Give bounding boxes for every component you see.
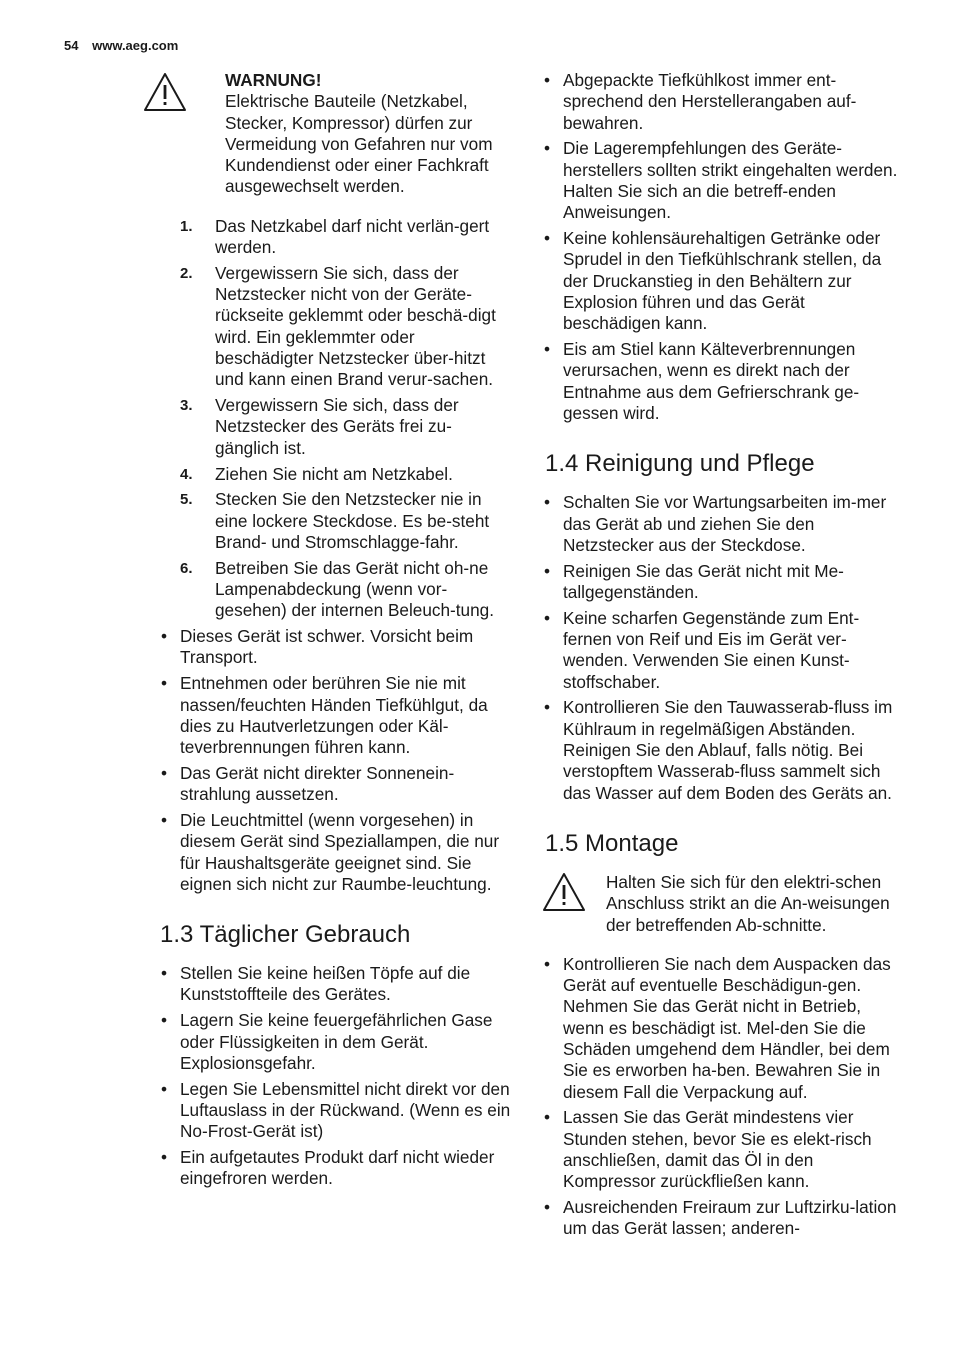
list-item: • Das Gerät nicht direkter Sonnenein-strahlung aussetzen.	[180, 763, 515, 806]
list-item: 3. Vergewissern Sie sich, dass der Netzstecker des Geräts frei zu-gänglich ist.	[180, 395, 459, 458]
section-heading: 1.5 Montage	[545, 829, 679, 857]
bullet-list	[540, 492, 900, 804]
warning-text: Elektrische Bauteile (Netzkabel, Stecker, Kompressor) dürfen zur Vermeidung von Gefahren nur vom Kundendienst oder einer Fachkraft ausgewechselt werden.	[225, 91, 493, 197]
bullet-list	[540, 954, 900, 1240]
list-item: • Dieses Gerät ist schwer. Vorsicht beim Transport.	[180, 626, 515, 669]
bullet-list	[155, 963, 515, 1189]
list-item: • Kontrollieren Sie nach dem Auspacken das Gerät auf eventuelle Beschädigun-gen. Nehmen Sie das Gerät nicht in Betrieb, wenn es beschädigt ist. Mel-den Sie die Schäden umgehend dem Händler, bei dem Sie es erworben ha-ben. Bewahren Sie in diesem Fall die Verpackung auf.	[563, 954, 900, 1103]
list-item: • Legen Sie Lebensmittel nicht direkt vor den Luftauslass in der Rückwand. (Wenn es ein No-Frost-Gerät ist)	[180, 1079, 515, 1143]
list-item: 5. Stecken Sie den Netzstecker nie in eine lockere Steckdose. Es be-steht Brand- und Stromschlagge-fahr.	[180, 489, 490, 552]
list-item: • Die Leuchtmittel (wenn vorgesehen) in diesem Gerät sind Speziallampen, die nur für Haushaltsgeräte geeignet sind. Sie eignen sich nicht zur Raumbe-leuchtung.	[180, 810, 515, 895]
warning-triangle-icon	[143, 72, 187, 112]
bullet-list	[155, 626, 515, 895]
warning-title: WARNUNG!	[225, 70, 322, 90]
list-item: • Lassen Sie das Gerät mindestens vier Stunden stehen, bevor Sie es elekt-risch anschließen, damit das Öl in den Kompressor zurückfließen kann.	[563, 1107, 900, 1192]
page-number: 54	[64, 38, 79, 53]
warning-text: Halten Sie sich für den elektri-schen Anschluss strikt an die An-weisungen der betreffenden Ab-schnitte.	[606, 871, 890, 935]
list-item: 2. Vergewissern Sie sich, dass der Netzstecker nicht von der Geräte-rückseite geklemmt oder beschä-digt wird. Ein geklemmter oder beschädigter Netzstecker über-hitzt und kann einen Brand verur-sachen.	[180, 262, 496, 390]
list-item: 1. Das Netzkabel darf nicht verlän-gert werden.	[180, 215, 490, 258]
right-column	[540, 70, 900, 1244]
list-item: • Schalten Sie vor Wartungsarbeiten im-mer das Gerät ab und ziehen Sie den Netzstecker aus der Steckdose.	[563, 492, 900, 556]
list-item: • Lagern Sie keine feuergefährlichen Gase oder Flüssigkeiten in dem Gerät. Explosionsgefahr.	[180, 1010, 515, 1074]
section-heading: 1.3 Täglicher Gebrauch	[160, 921, 411, 949]
page-header	[64, 38, 188, 53]
list-item: • Die Lagerempfehlungen des Geräte-herstellers sollten strikt eingehalten werden. Halten Sie sich an die betreff-enden Anweisungen.	[563, 138, 900, 223]
list-item: 4. Ziehen Sie nicht am Netzkabel.	[180, 463, 453, 484]
list-item: • Reinigen Sie das Gerät nicht mit Me-tallgegenständen.	[563, 561, 900, 604]
section-heading: 1.4 Reinigung und Pflege	[545, 450, 815, 478]
warning-triangle-icon	[542, 872, 586, 912]
website-url: www.aeg.com	[92, 38, 179, 53]
list-item: • Abgepackte Tiefkühlkost immer ent-sprechend den Herstellerangaben auf-bewahren.	[563, 70, 900, 134]
list-item: • Kontrollieren Sie den Tauwasserab-fluss im Kühlraum in regelmäßigen Abständen. Reinigen Sie den Ablauf, falls nötig. Bei verstopftem Wasserab-fluss sammelt sich das Wasser auf dem Boden des Geräts an.	[563, 697, 900, 803]
warning-box	[540, 872, 900, 936]
left-column	[155, 70, 515, 1194]
list-item: • Ein aufgetautes Produkt darf nicht wieder eingefroren werden.	[180, 1147, 515, 1190]
warning-box	[155, 70, 515, 198]
list-item: • Keine kohlensäurehaltigen Getränke oder Sprudel in den Tiefkühlschrank stellen, da der Druckanstieg in den Behältern zur Explosion führen und das Gerät beschädigen kann.	[563, 228, 900, 334]
list-item: • Keine scharfen Gegenstände zum Ent-fernen von Reif und Eis im Gerät ver-wenden. Verwenden Sie einen Kunst-stoffschaber.	[563, 608, 900, 693]
list-item: • Stellen Sie keine heißen Töpfe auf die Kunststoffteile des Gerätes.	[180, 963, 515, 1006]
bullet-list	[540, 70, 900, 424]
list-item: • Ausreichenden Freiraum zur Luftzirku-lation um das Gerät lassen; anderen-	[563, 1197, 900, 1240]
list-item: • Entnehmen oder berühren Sie nie mit nassen/feuchten Händen Tiefkühlgut, da dies zu Hautverletzungen oder Käl-teverbrennungen führen kann.	[180, 673, 515, 758]
list-item: • Eis am Stiel kann Kälteverbrennungen verursachen, wenn es direkt nach der Entnahme aus dem Gefrierschrank ge-gessen wird.	[563, 339, 900, 424]
numbered-list	[155, 216, 515, 622]
list-item: 6. Betreiben Sie das Gerät nicht oh-ne Lampenabdeckung (wenn vor-gesehen) der internen Beleuch-tung.	[180, 557, 495, 621]
